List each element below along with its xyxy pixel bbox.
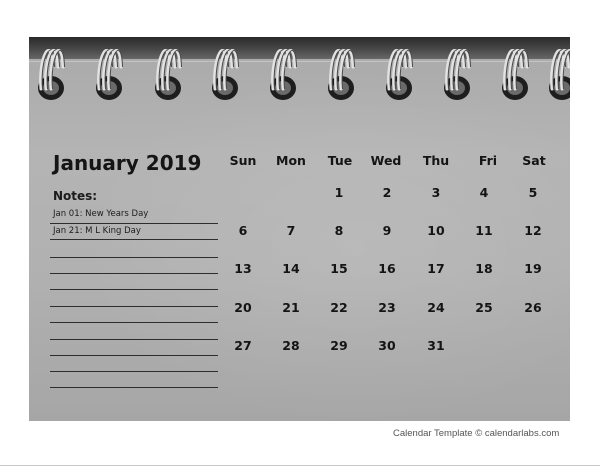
calendar-day: 11 (475, 223, 493, 238)
calendar-day: 29 (330, 338, 348, 353)
notes-heading: Notes: (53, 189, 98, 203)
note-line (50, 306, 218, 307)
calendar-day: 15 (330, 261, 348, 276)
weekday-fri: Fri (478, 153, 498, 168)
note-line (50, 257, 218, 258)
calendar-day: 24 (427, 300, 445, 315)
calendar-day: 13 (234, 261, 252, 276)
calendar-day: 4 (479, 185, 489, 200)
calendar-day: 14 (282, 261, 300, 276)
calendar-photo-background (29, 37, 570, 421)
weekday-mon: Mon (276, 153, 306, 168)
weekday-thu: Thu (422, 153, 450, 168)
calendar-day: 28 (282, 338, 300, 353)
calendar-day: 6 (238, 223, 248, 238)
note-line (50, 339, 218, 340)
calendar-day: 31 (427, 338, 445, 353)
calendar-day: 18 (475, 261, 493, 276)
note-entry: Jan 01: New Years Day (53, 209, 149, 219)
calendar-day: 27 (234, 338, 252, 353)
calendar-day: 21 (282, 300, 300, 315)
weekday-wed: Wed (370, 153, 402, 168)
calendar-day: 9 (382, 223, 392, 238)
note-line (50, 387, 218, 388)
spiral-binding-icon (29, 37, 570, 107)
month-title: January 2019 (53, 151, 202, 175)
calendar-day: 1 (334, 185, 344, 200)
calendar-day: 26 (524, 300, 542, 315)
calendar-day: 3 (431, 185, 441, 200)
calendar-day: 12 (524, 223, 542, 238)
calendar-day: 10 (427, 223, 445, 238)
note-line (50, 289, 218, 290)
weekday-sun: Sun (229, 153, 257, 168)
note-line (50, 273, 218, 274)
calendar-day: 5 (528, 185, 538, 200)
calendar-day: 17 (427, 261, 445, 276)
note-line (50, 239, 218, 240)
calendar-day: 2 (382, 185, 392, 200)
weekday-sat: Sat (522, 153, 546, 168)
calendar-day: 23 (378, 300, 396, 315)
footer-credit: Calendar Template © calendarlabs.com (393, 428, 560, 439)
calendar-day: 30 (378, 338, 396, 353)
calendar-day: 16 (378, 261, 396, 276)
calendar-day: 8 (334, 223, 344, 238)
note-line (50, 322, 218, 323)
calendar-day: 22 (330, 300, 348, 315)
note-entry: Jan 21: M L King Day (53, 226, 141, 236)
note-line (50, 355, 218, 356)
calendar-day: 7 (286, 223, 296, 238)
weekday-tue: Tue (327, 153, 353, 168)
calendar-day: 19 (524, 261, 542, 276)
note-line (50, 223, 218, 224)
note-line (50, 371, 218, 372)
calendar-day: 20 (234, 300, 252, 315)
calendar-day: 25 (475, 300, 493, 315)
